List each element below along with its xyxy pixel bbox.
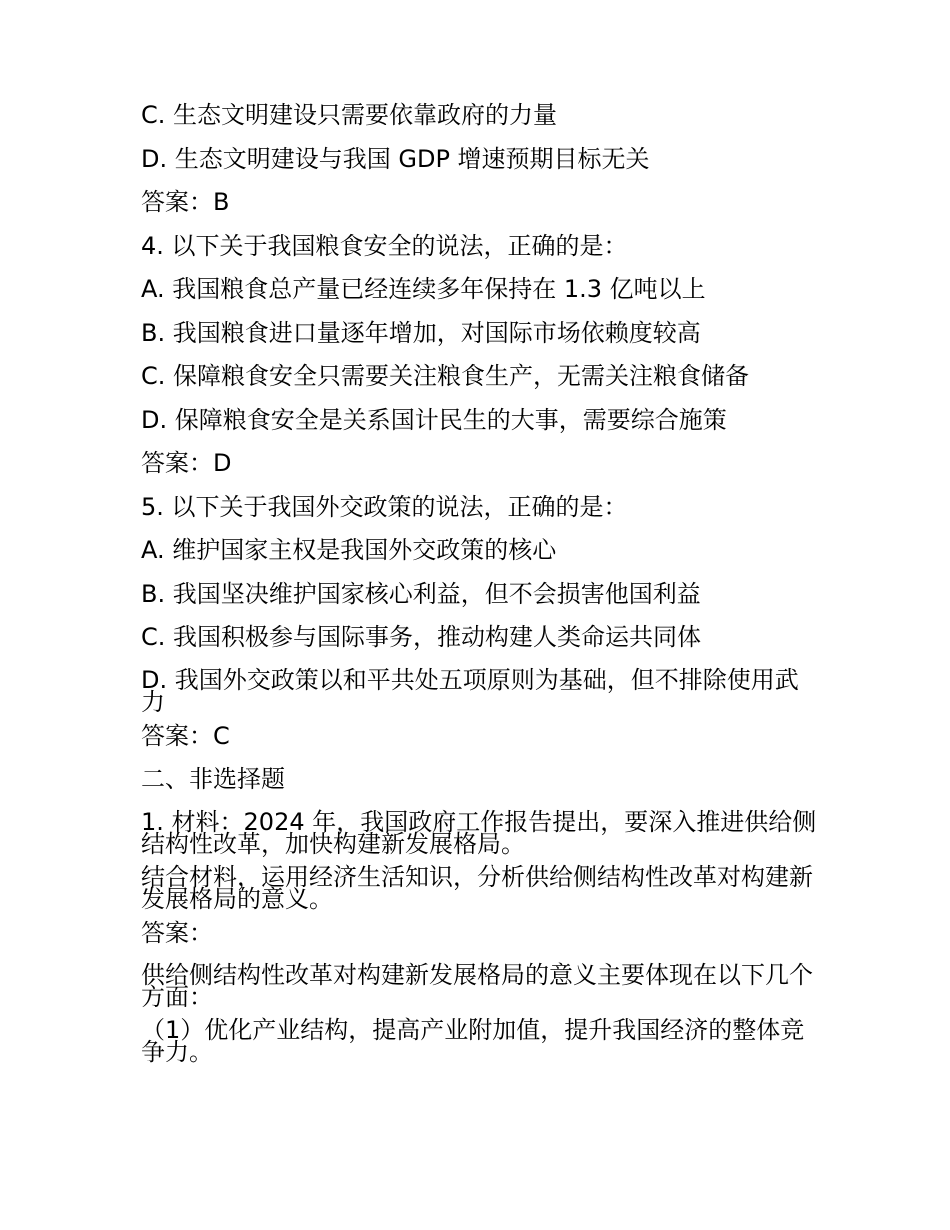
section-heading-non-choice: 二、非选择题 bbox=[141, 765, 285, 793]
option-b-q5: B. 我国坚决维护国家核心利益，但不会损害他国利益 bbox=[141, 579, 701, 608]
option-d-q5: D. 我国外交政策以和平共处五项原则为基础，但不排除使用武力 bbox=[141, 665, 799, 716]
answer-q5: 答案：C bbox=[141, 721, 230, 750]
document-body bbox=[141, 101, 821, 1066]
option-a-q4: A. 我国粮食总产量已经连续多年保持在 1.3 亿吨以上 bbox=[141, 275, 706, 303]
answer-intro-q1: 供给侧结构性改革对构建新发展格局的意义主要体现在以下几个方面： bbox=[141, 961, 813, 1011]
question-4: 4. 以下关于我国粮食安全的说法，正确的是： bbox=[141, 231, 628, 260]
answer-label-q1: 答案： bbox=[141, 918, 213, 947]
option-c-q5: C. 我国积极参与国际事务，推动构建人类命运共同体 bbox=[141, 623, 702, 651]
question-1-prompt: 结合材料，运用经济生活知识，分析供给侧结构性改革对构建新发展格局的意义。 bbox=[141, 862, 813, 913]
option-c-q3: C. 生态文明建设只需要依靠政府的力量 bbox=[141, 101, 558, 129]
material-question-1: 1. 材料：2024 年，我国政府工作报告提出，要深入推进供给侧结构性改革，加快构建新发展格局。 bbox=[141, 807, 817, 858]
answer-point-1: （1）优化产业结构，提高产业附加值，提升我国经济的整体竞争力。 bbox=[141, 1016, 805, 1066]
option-b-q4: B. 我国粮食进口量逐年增加，对国际市场依赖度较高 bbox=[141, 318, 701, 347]
question-5: 5. 以下关于我国外交政策的说法，正确的是： bbox=[141, 492, 628, 521]
option-d-q3: D. 生态文明建设与我国 GDP 增速预期目标无关 bbox=[141, 144, 650, 173]
answer-q4: 答案：D bbox=[141, 449, 232, 477]
answer-q3: 答案：B bbox=[141, 188, 230, 216]
option-a-q5: A. 维护国家主权是我国外交政策的核心 bbox=[141, 536, 557, 564]
option-d-q4: D. 保障粮食安全是关系国计民生的大事，需要综合施策 bbox=[141, 405, 727, 434]
option-c-q4: C. 保障粮食安全只需要关注粮食生产，无需关注粮食储备 bbox=[141, 362, 750, 390]
